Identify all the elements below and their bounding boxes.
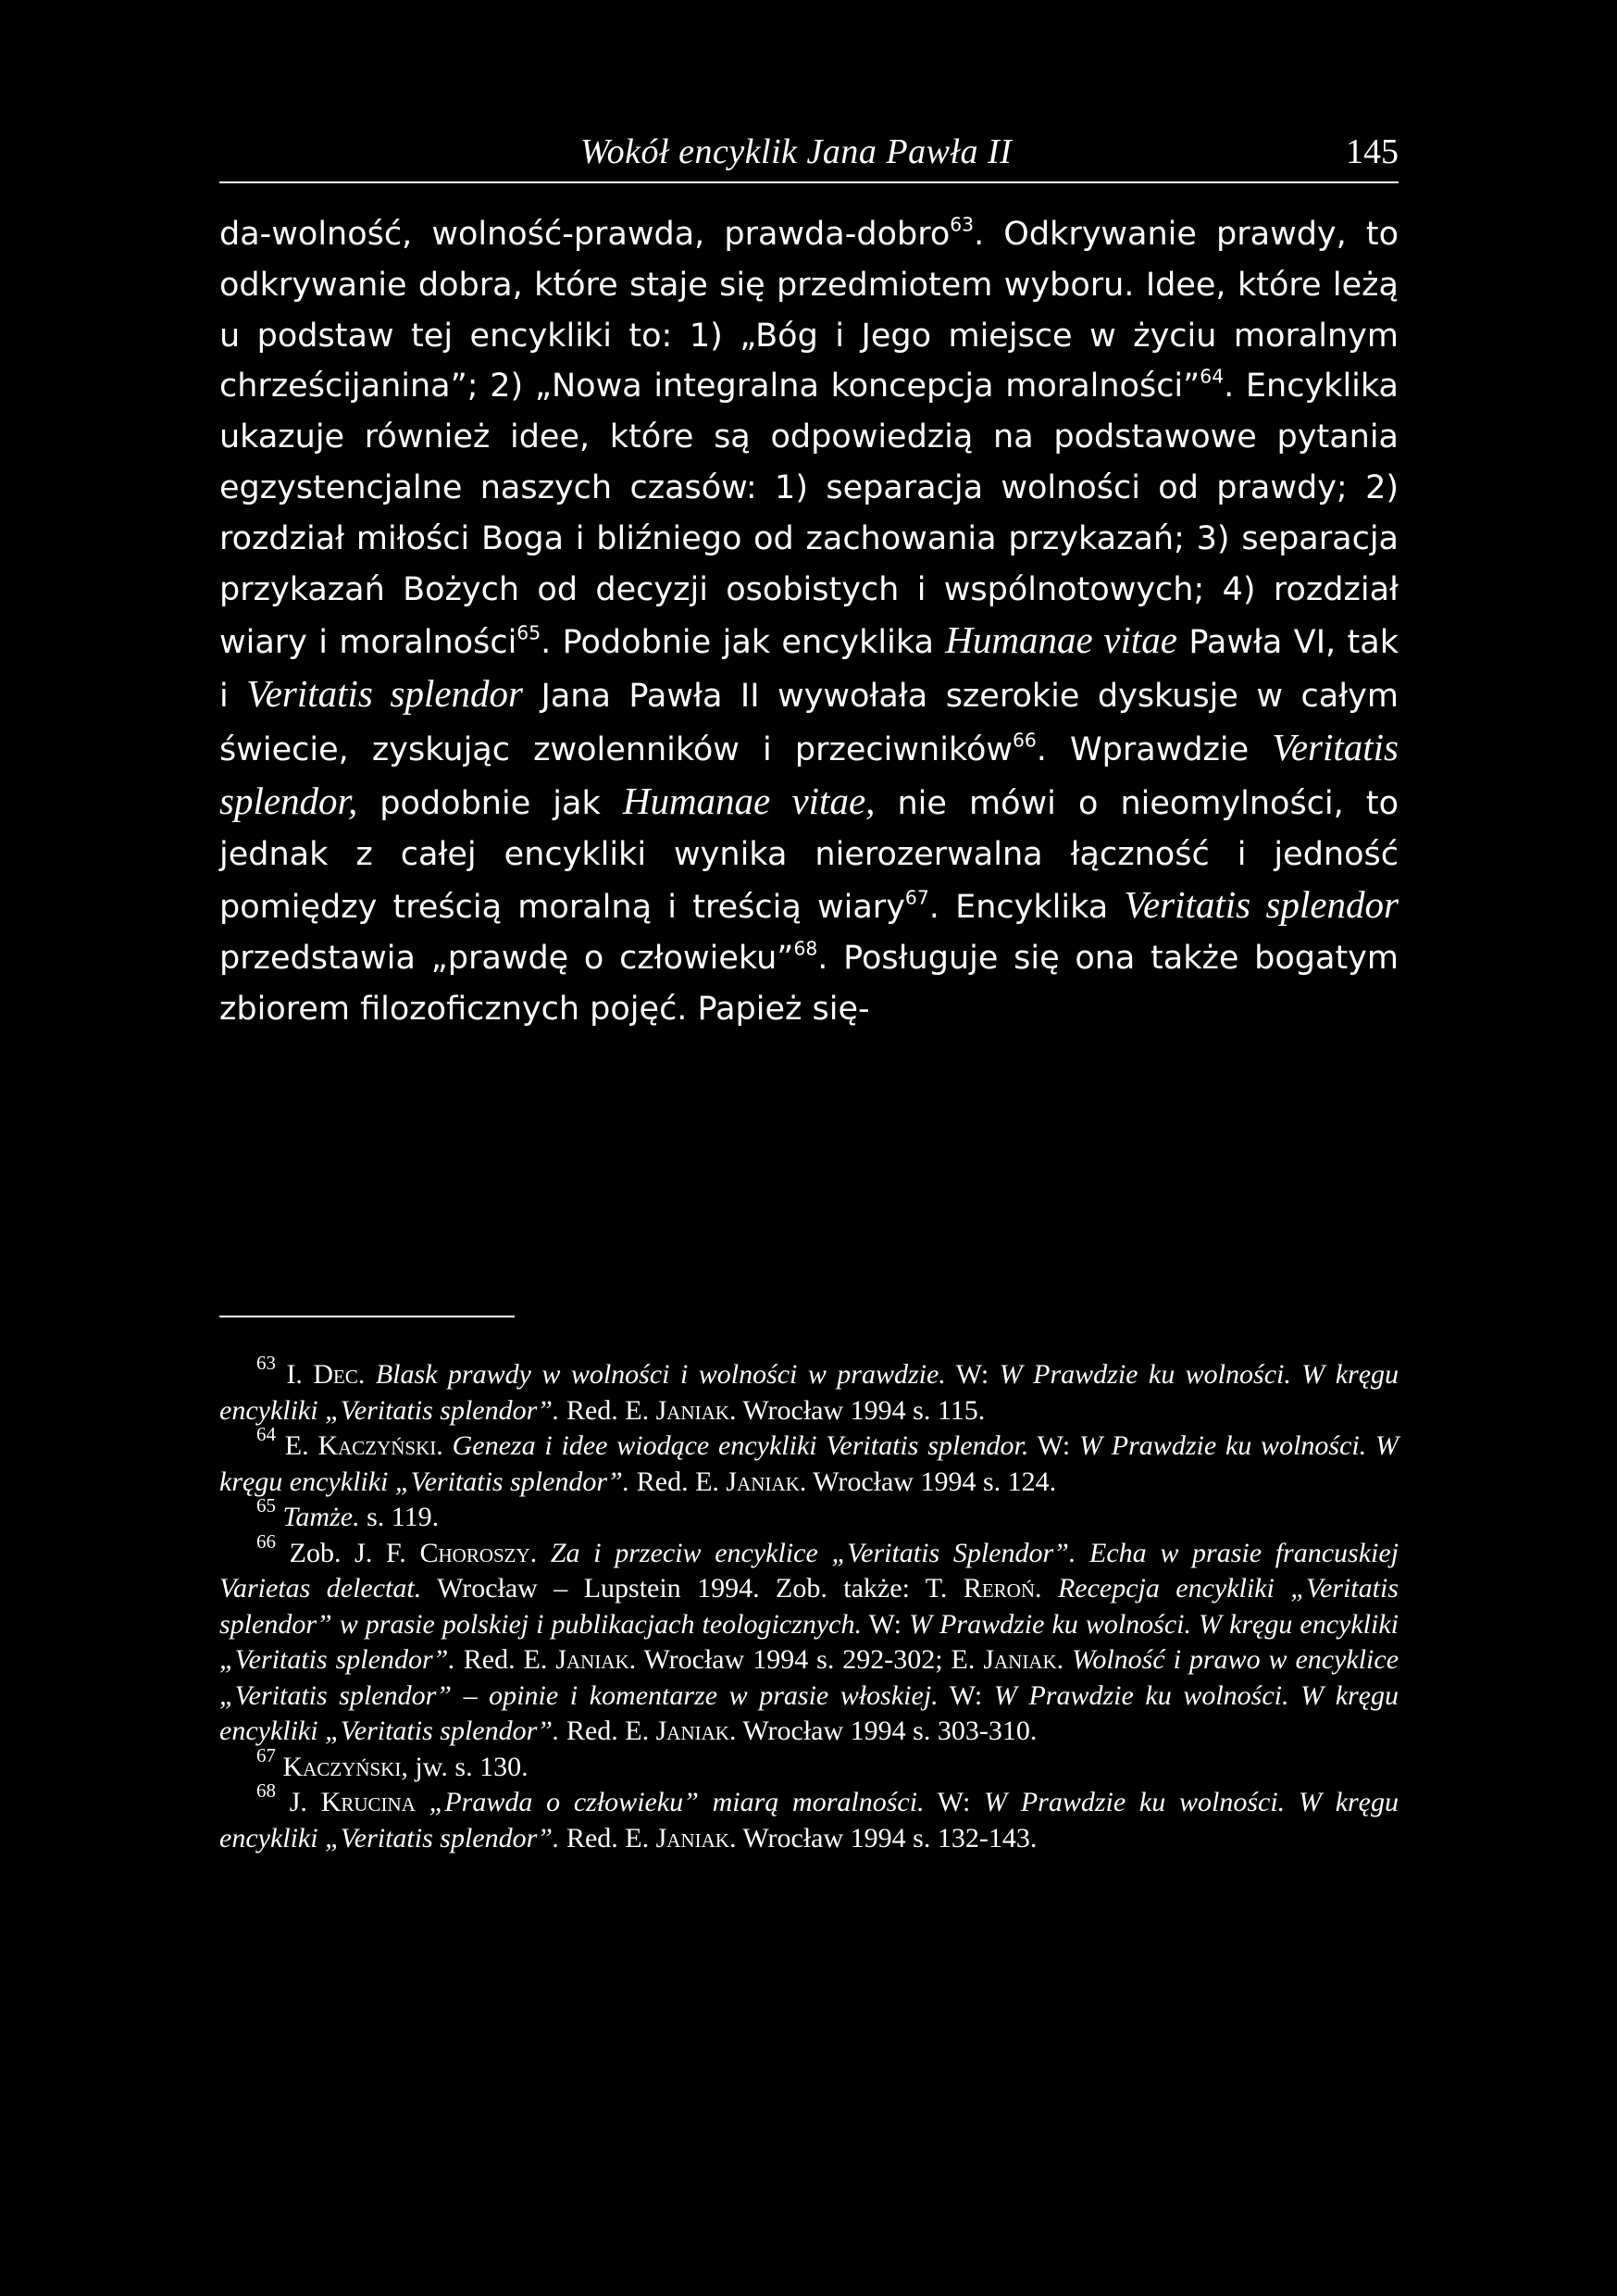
editor-name: Janiak [655,1822,729,1853]
text-run: . Wrocław 1994 s. 124. [799,1466,1057,1497]
text-run: . [1035,1573,1058,1603]
italic-source: W Prawdzie ku wolności. W kręgu encykliki „Veritatis splendor”. [219,1787,1399,1853]
footnote-number: 66 [256,1529,276,1553]
editor-name: Janiak [655,1716,729,1746]
text-run: . Wrocław 1994 s. 303-310. [728,1716,1038,1746]
text-run: Red. E. [454,1644,556,1675]
author-name: Krucina [320,1787,416,1817]
footnote-68 [219,1778,1399,1856]
author-name: Kaczyński [282,1751,402,1782]
text-run: Red. E. [559,1394,656,1426]
footnote-number: 64 [256,1422,276,1445]
text-run: Zob. J. F. [276,1537,420,1568]
text-run: Red. E. [559,1716,656,1746]
text-run: . Encyklika ukazuje również idee, które są odpowiedzią na podstawowe pytania egzystencjalne naszych czasów: 1) separacja wolności od prawdy; 2) rozdział miłości Boga i bliźniego od zachowania przykazań; 3) separacja przykazań Bożych od decyzji osobistych i wspólnotowych; 4) rozdział wiary i moralności [219,368,1399,662]
text-run: . Podobnie jak encyklika [541,624,946,662]
italic-title: Recepcja encykliki „Veritatis splendor” w prasie polskiej i publikacjach teologicznych. [219,1573,1399,1640]
text-run: W: [945,1359,1000,1390]
text-run: . Wrocław 1994 s. 115. [728,1394,986,1426]
text-run: W: [861,1608,910,1640]
text-run: . [357,1359,376,1390]
footnote-ref-64[interactable]: 64 [1200,365,1225,388]
footnote-number-wrap [219,1778,276,1817]
text-run: W: [924,1787,985,1817]
italic-title: Veritatis splendor, [219,725,1399,822]
text-run: W: [938,1679,994,1711]
footnote-number-wrap [219,1351,276,1390]
text-run: . Odkrywanie prawdy, to odkrywanie dobra, które staje się przedmiotem wyboru. Idee, które leżą u podstaw tej encykliki to: 1) „Bóg i Jego miejsce w życiu moralnym chrześcijanina”; 2) „Nowa integralna koncepcja moralności” [219,216,1399,406]
editor-name: Janiak [726,1466,800,1497]
footnote-number-wrap [219,1529,276,1568]
text-run: . [436,1430,453,1461]
body-paragraph [219,209,1399,1035]
text-run: Red. E. [629,1466,727,1497]
text-run: . Encyklika [928,889,1125,927]
footnote-number: 68 [256,1778,276,1802]
text-run: da-wolność, wolność-prawda, prawda-dobro [219,216,951,253]
author-name: Kaczyński [317,1430,437,1461]
italic-title: „Prawda o człowieku” miarą moralności. [429,1787,925,1817]
italic-title: Veritatis splendor [246,672,524,716]
footnote-number-wrap [219,1743,276,1782]
footnote-ref-65[interactable]: 65 [516,621,541,644]
italic-source: W Prawdzie ku wolności. W kręgu encykliki „Veritatis splendor”. [219,1608,1399,1675]
author-name: Choroszy [419,1537,530,1568]
footnote-ref-67[interactable]: 67 [904,886,929,909]
page-number: 145 [1346,132,1399,171]
text-run: . [529,1537,551,1568]
italic-source: W Prawdzie ku wolności. W kręgu encykliki „Veritatis splendor”. [219,1430,1399,1497]
footnote-67 [219,1743,1399,1786]
text-run: . [1056,1644,1073,1675]
running-title: Wokół encyklik Jana Pawła II [580,132,1013,171]
footnote-ref-66[interactable]: 66 [1012,729,1037,752]
text-run: Red. E. [559,1822,656,1853]
footnote-63 [219,1351,1399,1429]
text-run: Pawła VI, tak i [219,624,1399,716]
text-run: nie mówi o nieomylności, to jednak z całej encykliki wynika nierozerwalna łączność i jedność pomiędzy treścią moralną i treścią wiary [219,784,1399,927]
text-run: . Wrocław 1994 s. 292-302; E. [628,1644,984,1675]
text-run: . Posługuje się ona także bogatym zbiorem filozoficznych pojęć. Papież się- [219,940,1399,1028]
editor-name: Janiak [983,1644,1057,1675]
author-name: Dec [313,1359,358,1390]
footnotes [219,1351,1399,1856]
italic-title: Blask prawdy w wolności i wolności w prawdzie. [375,1359,946,1390]
text-run: I. [276,1359,314,1390]
footnote-separator [219,1316,515,1317]
italic-source: W Prawdzie ku wolności. W kręgu encykliki „Veritatis splendor”. [219,1359,1399,1426]
footnote-number: 67 [256,1743,276,1766]
italic-title: Za i przeciw encyklice „Veritatis Splendor”. Echa w prasie francuskiej Varietas delectat. [219,1537,1399,1603]
text-run: Jana Pawła II wywołała szerokie dyskusje w całym świecie, zyskując zwolenników i przeciwników [219,678,1399,768]
text-run: J. [276,1787,321,1817]
italic-source: W Prawdzie ku wolności. W kręgu encykliki „Veritatis splendor”. [219,1679,1399,1746]
italic-title: Humanae vitae [945,618,1177,662]
footnote-64 [219,1422,1399,1500]
footnote-number: 65 [256,1493,276,1516]
text-run [276,1752,283,1782]
italic-title: Wolność i prawo w encyklice „Veritatis splendor” – opinie i komentarze w prasie włoskiej. [219,1644,1399,1711]
text-run: , jw. s. 130. [401,1751,529,1782]
footnote-number: 63 [256,1351,276,1374]
text-run [416,1787,429,1817]
running-header [219,130,1399,181]
footnote-ref-63[interactable]: 63 [950,213,975,236]
editor-name: Janiak [555,1644,629,1675]
author-name: Reroń [963,1573,1035,1603]
italic-title: Tamże. [276,1502,360,1532]
italic-title: Veritatis splendor [1124,883,1399,927]
main-text [219,209,1399,1035]
text-run: przedstawia „prawdę o człowieku” [219,940,794,978]
text-run: . Wprawdzie [1036,730,1273,768]
text-run: E. [276,1430,318,1461]
text-run: podobnie jak [357,784,623,822]
footnote-ref-68[interactable]: 68 [793,937,818,960]
header-rule [219,181,1399,183]
text-run: W: [1028,1430,1080,1461]
text-run: Wrocław – Lupstein 1994. Zob. także: T. [421,1573,964,1603]
text-run: . Wrocław 1994 s. 132-143. [728,1822,1038,1853]
editor-name: Janiak [655,1394,729,1426]
footnote-65 [219,1493,1399,1536]
italic-title: Geneza i idee wiodące encykliki Veritatis splendor. [452,1430,1029,1461]
footnote-number-wrap [219,1493,276,1532]
text-run: s. 119. [359,1502,440,1532]
italic-title: Humanae vitae, [622,779,876,822]
footnote-66 [219,1529,1399,1750]
footnote-number-wrap [219,1422,276,1461]
